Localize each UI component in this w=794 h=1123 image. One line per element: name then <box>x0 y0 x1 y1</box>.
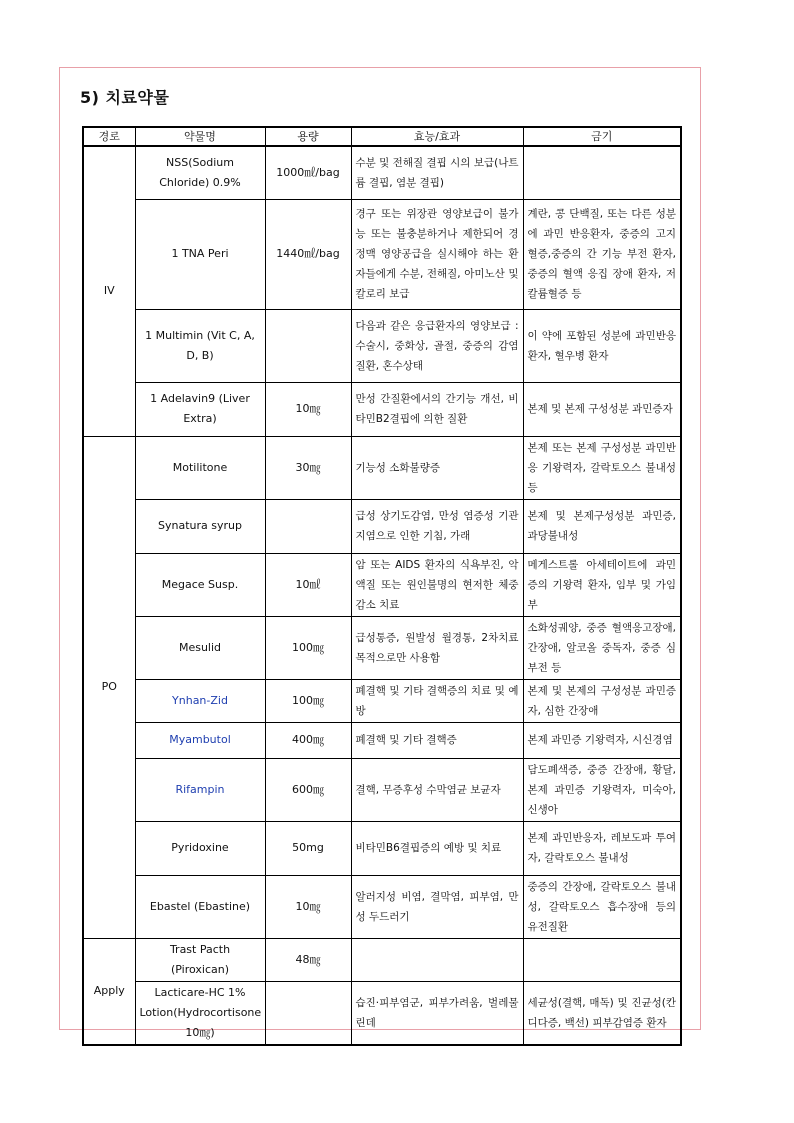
route-iv: IV <box>83 146 135 436</box>
drug-effect: 폐결핵 및 기타 결핵증의 치료 및 예방 <box>351 679 523 722</box>
drug-effect: 급성통증, 원발성 월경통, 2차치료 목적으로만 사용함 <box>351 616 523 679</box>
header-name: 약물명 <box>135 127 265 146</box>
drug-name: NSS(Sodium Chloride) 0.9% <box>135 146 265 199</box>
drug-effect: 알러지성 비염, 결막염, 피부염, 만성 두드러기 <box>351 875 523 938</box>
drug-contra: 세균성(결핵, 매독) 및 진균성(칸디다증, 백선) 피부감염증 환자 <box>523 981 681 1045</box>
drug-effect: 암 또는 AIDS 환자의 식욕부진, 악액질 또는 원인불명의 현저한 체중감소 치료 <box>351 553 523 616</box>
table-row <box>83 199 681 309</box>
drug-contra: 본제 및 본제 구성성분 과민증자 <box>523 382 681 436</box>
drug-name: Rifampin <box>135 758 265 821</box>
table-row <box>83 758 681 821</box>
drug-dose: 1440㎖/bag <box>265 199 351 309</box>
drug-dose <box>265 981 351 1045</box>
drug-name: Synatura syrup <box>135 499 265 553</box>
drug-effect: 급성 상기도감염, 만성 염증성 기관지염으로 인한 기침, 가래 <box>351 499 523 553</box>
drug-effect: 만성 간질환에서의 간기능 개선, 비타민B2결핍에 의한 질환 <box>351 382 523 436</box>
drug-dose: 100㎎ <box>265 616 351 679</box>
drug-contra <box>523 938 681 981</box>
drug-contra: 본제 과민증 기왕력자, 시신경염 <box>523 722 681 758</box>
drug-effect: 비타민B6결핍증의 예방 및 치료 <box>351 821 523 875</box>
drug-dose: 10㎎ <box>265 875 351 938</box>
drug-name: 1 TNA Peri <box>135 199 265 309</box>
drug-name: Motilitone <box>135 436 265 499</box>
route-apply: Apply <box>83 938 135 1045</box>
table-row <box>83 553 681 616</box>
drug-dose: 10㎎ <box>265 382 351 436</box>
drug-effect: 결핵, 무증후성 수막염균 보균자 <box>351 758 523 821</box>
section-title: 5) 치료약물 <box>80 88 170 107</box>
table-row <box>83 499 681 553</box>
drug-dose: 600㎎ <box>265 758 351 821</box>
drug-dose: 30㎎ <box>265 436 351 499</box>
table-row <box>83 436 681 499</box>
drug-contra: 중증의 간장애, 갈락토오스 불내성, 갈락토오스 흡수장애 등의 유전질환 <box>523 875 681 938</box>
drug-dose: 48㎎ <box>265 938 351 981</box>
drug-name: Myambutol <box>135 722 265 758</box>
table-row <box>83 981 681 1045</box>
drug-name: Ebastel (Ebastine) <box>135 875 265 938</box>
table-row <box>83 722 681 758</box>
drug-effect: 습진·피부염군, 피부가려움, 벌레물린데 <box>351 981 523 1045</box>
drug-contra: 이 약에 포함된 성분에 과민반응 환자, 혈우병 환자 <box>523 309 681 382</box>
header-effect: 효능/효과 <box>351 127 523 146</box>
drug-contra: 본제 및 본제구성성분 과민증, 과당불내성 <box>523 499 681 553</box>
drug-dose <box>265 499 351 553</box>
drug-effect: 다음과 같은 응급환자의 영양보급 : 수술시, 중화상, 골절, 중증의 감염 질환, 혼수상태 <box>351 309 523 382</box>
drug-contra: 계란, 콩 단백질, 또는 다른 성분에 과민 반응환자, 중증의 고지혈증,중증의 간 기능 부전 환자, 중증의 혈액 응집 장애 환자, 저칼륨혈증 등 <box>523 199 681 309</box>
header-route: 경로 <box>83 127 135 146</box>
drug-effect: 수분 및 전해질 결핍 시의 보급(나트륨 결핍, 염분 결핍) <box>351 146 523 199</box>
drug-dose <box>265 309 351 382</box>
table-row <box>83 938 681 981</box>
drug-contra: 본제 또는 본제 구성성분 과민반응 기왕력자, 갈락토오스 불내성 등 <box>523 436 681 499</box>
table-row <box>83 616 681 679</box>
drug-table <box>82 126 682 1046</box>
drug-dose: 400㎎ <box>265 722 351 758</box>
table-row <box>83 146 681 199</box>
header-dose: 용량 <box>265 127 351 146</box>
header-contra: 금기 <box>523 127 681 146</box>
drug-contra: 본제 및 본제의 구성성분 과민증자, 심한 간장애 <box>523 679 681 722</box>
drug-name: Mesulid <box>135 616 265 679</box>
drug-name: Pyridoxine <box>135 821 265 875</box>
drug-effect <box>351 938 523 981</box>
drug-contra: 담도폐색증, 중증 간장애, 황달, 본제 과민증 기왕력자, 미숙아, 신생아 <box>523 758 681 821</box>
table-header-row <box>83 127 681 146</box>
route-po: PO <box>83 436 135 938</box>
drug-dose: 50mg <box>265 821 351 875</box>
drug-effect: 경구 또는 위장관 영양보급이 불가능 또는 불충분하거나 제한되어 경정맥 영양공급을 실시해야 하는 환자들에게 수분, 전해질, 아미노산 및 칼로리 보급 <box>351 199 523 309</box>
drug-name: 1 Adelavin9 (Liver Extra) <box>135 382 265 436</box>
drug-name: Lacticare-HC 1% Lotion(Hydrocortisone 10㎎) <box>135 981 265 1045</box>
drug-contra: 메게스트롤 아세테이트에 과민증의 기왕력 환자, 임부 및 가임부 <box>523 553 681 616</box>
drug-contra: 본제 과민반응자, 레보도파 투여자, 갈락토오스 불내성 <box>523 821 681 875</box>
drug-contra <box>523 146 681 199</box>
drug-dose: 100㎎ <box>265 679 351 722</box>
drug-name: Ynhan-Zid <box>135 679 265 722</box>
drug-contra: 소화성궤양, 중증 혈액응고장애, 간장애, 알코올 중독자, 중증 심부전 등 <box>523 616 681 679</box>
drug-effect: 폐결핵 및 기타 결핵증 <box>351 722 523 758</box>
table-row <box>83 821 681 875</box>
drug-dose: 10㎖ <box>265 553 351 616</box>
table-row <box>83 382 681 436</box>
drug-name: 1 Multimin (Vit C, A, D, B) <box>135 309 265 382</box>
drug-name: Trast Pacth (Piroxican) <box>135 938 265 981</box>
table-row <box>83 679 681 722</box>
drug-effect: 기능성 소화불량증 <box>351 436 523 499</box>
table-row <box>83 875 681 938</box>
table-row <box>83 309 681 382</box>
drug-dose: 1000㎖/bag <box>265 146 351 199</box>
drug-name: Megace Susp. <box>135 553 265 616</box>
